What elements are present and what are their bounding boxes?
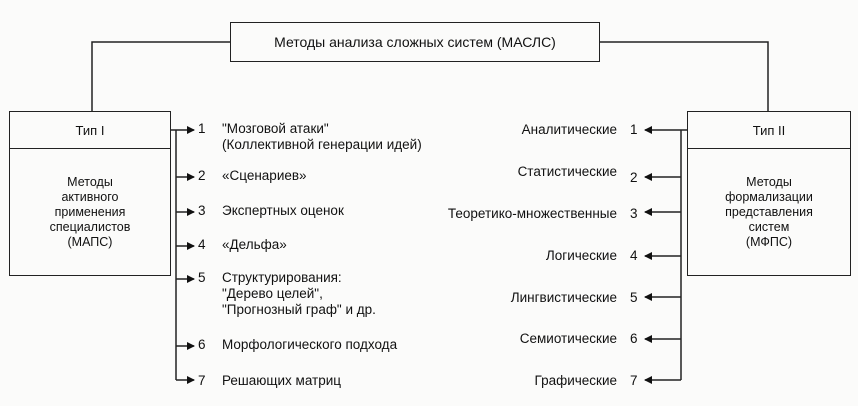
right-item-number: 7	[630, 373, 638, 388]
main-title: Методы анализа сложных систем (МАСЛС)	[274, 34, 556, 50]
title-to-type1-line	[92, 42, 230, 111]
right-item-number: 6	[630, 331, 638, 346]
type1-header: Тип I	[75, 122, 105, 138]
type1-body-box	[9, 148, 171, 276]
type2-body: Методы формализации представления систем (МФПС)	[725, 174, 813, 249]
left-item-number: 1	[198, 121, 206, 136]
left-item-text: «Дельфа»	[222, 237, 287, 252]
right-item-text: Статистические	[517, 164, 617, 179]
left-item-text: Решающих матриц	[222, 373, 341, 388]
right-item-number: 5	[630, 290, 638, 305]
right-item-text: Графические	[534, 373, 617, 388]
left-item-number: 4	[198, 237, 206, 252]
right-item-text: Теоретико-множественные	[447, 206, 617, 221]
right-item-number: 2	[630, 170, 638, 185]
right-item-text: Логические	[545, 248, 617, 263]
type2-header-box	[687, 111, 851, 149]
title-to-type2-line	[600, 42, 768, 111]
type1-header-box	[9, 111, 171, 149]
main-title-box	[230, 22, 600, 62]
type2-body-box	[687, 148, 851, 276]
right-item-number: 1	[630, 122, 638, 137]
left-item-number: 7	[198, 373, 206, 388]
left-item-number: 3	[198, 203, 206, 218]
right-item-text: Аналитические	[521, 122, 617, 137]
right-item-text: Лингвистические	[510, 290, 617, 305]
left-item-number: 5	[198, 270, 206, 285]
right-item-text: Семиотические	[519, 331, 617, 346]
left-item-number: 6	[198, 337, 206, 352]
left-item-text: «Сценариев»	[222, 168, 307, 183]
left-item-text: Экспертных оценок	[222, 203, 344, 218]
left-item-number: 2	[198, 168, 206, 183]
left-item-text: Структурирования: "Дерево целей", "Прогнозный граф" и др.	[222, 270, 376, 317]
type1-body: Методы активного применения специалистов (МАПС)	[49, 174, 131, 249]
left-item-text: "Мозговой атаки" (Коллективной генерации идей)	[222, 121, 422, 152]
right-item-number: 4	[630, 248, 638, 263]
right-item-number: 3	[630, 206, 638, 221]
type2-header: Тип II	[752, 122, 786, 138]
left-item-text: Морфологического подхода	[222, 337, 398, 352]
